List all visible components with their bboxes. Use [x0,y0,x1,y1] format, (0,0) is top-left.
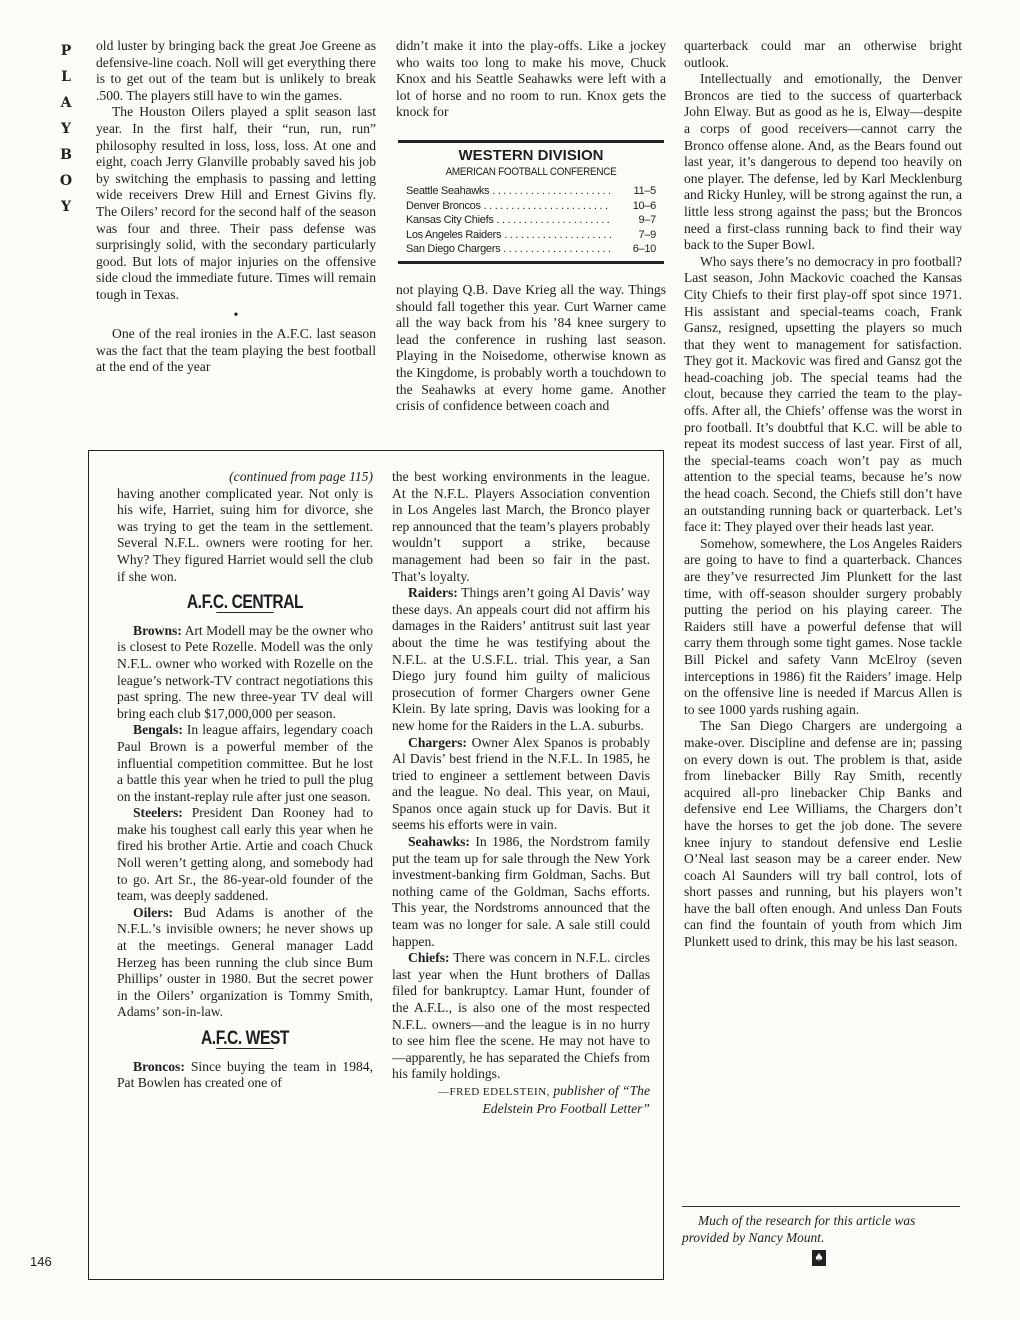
research-credit: Much of the research for this article was provided by Nancy Mount. [682,1213,916,1245]
standings-title: WESTERN DIVISION [458,147,604,164]
leader-dots [497,213,611,228]
team-paragraph [392,735,650,835]
team-name: Chiefs: [408,950,450,966]
section-heading: A.F.C. WEST [140,1031,350,1049]
article-column-1 [96,38,376,376]
team-paragraph [117,1059,373,1092]
team-name: Chargers: [408,734,467,750]
team-name: Bengals: [133,722,183,738]
standings-row [406,242,656,257]
team-paragraph [117,623,373,723]
team-name: Raiders: [408,585,458,601]
paragraph: The San Diego Chargers are undergoing a make-over. Discipline and defense are in; passing on every down is out. The problem is that, aside from linebacker Billy Ray Smith, recently acquired all-pro linebacker Chip Banks and defensive end Lee Williams, the Chargers don’t have the horses to get the job done. The severe knee injury to standout defensive end Leslie O’Neal last season may be a career ender. New coach Al Saunders will try ball control, lots of short passes and running, but his players won’t have the ball often enough. And unless Dan Fouts can find the fountain of youth from which Jim Plunkett used to drink, this may be his last season. [684,718,962,950]
team-record: 10–6 [632,199,656,212]
team-record: 9–7 [638,214,656,226]
team-name: Kansas City Chiefs [406,214,494,226]
paragraph: quarterback could mar an otherwise bright outlook. [684,38,962,70]
team-text: Owner Alex Spanos is probably Al Davis’ best friend in the N.F.L. In 1985, he tried to engineer a settlement between Davis and the league. No deal. This year, on Maui, Spanos once again stuck up for Davis. But it seems his efforts were in vain. [392,734,650,833]
team-text: Things aren’t going Al Davis’ way these days. An appeals court did not affirm his damages in the Raiders’ antitrust suit last year about the time he was testifying about the N.F.L. at the U.S.F.L. trial. This year, a San Diego jury found him guilty of malicious prosecution of former Chargers owner Gene Klein. By late spring, Davis was looking for a new home for the Raiders in the L.A. suburbs. [392,585,650,733]
byline-author: —FRED EDELSTEIN, [438,1085,550,1098]
leader-dots [492,184,611,199]
team-paragraph [117,905,373,1021]
paragraph: Somehow, somewhere, the Los Angeles Raiders are going to have to find a quarterback. Chances are they’ve resurrected Jim Plunkett for the last time, with off-season shoulder surgery probably putting the period on his playing career. The Raiders still have a powerful defense that will carry them through some tight games. Nose tackle Bill Pickel and safety Vann McElroy (seven interceptions in 1986) fit the Raiders’ image. Help on the offensive line is needed if Marcus Allen is to see 1000 yards rushing again. [684,535,962,717]
team-paragraph [392,950,650,1083]
standings-row [406,213,656,228]
team-text: the best working environments in the league. At the N.F.L. Players Association convention in Los Angeles last March, the Bronco player rep announced that the team’s players probably wouldn’t support a strike, because management had been so fair in the past. That’s loyalty. [392,469,650,584]
masthead-letter: A [60,95,72,111]
team-name: Oilers: [133,904,174,920]
rabbit-logo-icon: ♠ [812,1250,826,1266]
team-name: Browns: [133,622,182,638]
divider [682,1206,960,1207]
byline [392,1083,650,1117]
team-text: President Dan Rooney had to make his toughest call early this year when he fired his brother Artie. Artie and coach Chuck Noll weren’t getting along, and somebody had to go. Art Sr., the 86-year-old founder of the team, was deeply saddened. [117,805,373,904]
section-heading: A.F.C. CENTRAL [140,595,350,613]
team-name: Seattle Seahawks [406,185,490,197]
magazine-masthead [58,38,74,220]
team-paragraph [392,585,650,734]
team-text: Art Modell may be the owner who is closest to Pete Rozelle. Modell was the only N.F.L. owner who worked with Rozelle on the league’s network-TV contract negotiations this past spring. The new three-year TV deal will bring each club $17,000,000 per season. [117,622,373,721]
team-name: Los Angeles Raiders [406,228,502,241]
section-bullet: • [233,307,239,323]
team-text: Since buying the team in 1984, Pat Bowlen has created one of [117,1058,373,1091]
masthead-letter: B [60,147,72,163]
team-name: San Diego Chargers [406,243,501,255]
masthead-letter: O [59,173,73,189]
masthead-letter: L [61,69,71,85]
team-name: Seahawks: [408,834,470,850]
continued-note: (continued from page 115) [229,469,373,484]
article-column-2 [396,38,666,121]
standings-table [398,140,664,264]
masthead-letter: Y [61,121,71,137]
leader-dots [503,242,611,257]
team-record: 6–10 [632,243,656,255]
team-paragraph [117,722,373,805]
team-paragraph [392,469,650,585]
article-column-3 [684,38,962,951]
paragraph: One of the real ironies in the A.F.C. last season was the fact that the team playing the best football at the end of the year [96,326,376,375]
standings-row [406,184,656,199]
team-text: There was concern in N.F.L. circles last year when the Hunt brothers of Dallas filed for bankruptcy. Lamar Hunt, founder of the A.F.L., is also one of the most respected N.F.L. owners—and the league is in no hurry to see him flee the scene. He may not have to—apparently, he has separated the Chiefs from his family holdings. [392,950,650,1082]
team-text: In 1986, the Nordstrom family put the team up for sale through the New York investment-banking firm Goldman, Sachs. But nothing came of the Goldman, Sachs efforts. This year, the Nordstroms announced that the team was no longer for sale. A sale still could happen. [392,834,650,949]
paragraph: The Houston Oilers played a split season last year. In the first half, their “run, run, run” philosophy resulted in loss, loss, loss. At one and eight, coach Jerry Glanville probably saved his job by switching the emphasis to passing and letting wide receivers Drew Hill and Ernest Givins fly. The Oilers’ record for the second half of the season was four and three. Their pass defense was surprisingly solid, with the secondary particularly good. But lots of major injuries on the offensive side cloud the immediate future. Times will remain tough in Texas. [96,104,376,302]
masthead-letter: P [60,43,72,59]
byline-publication: publisher of “The Edelstein Pro Football Letter” [482,1082,650,1116]
paragraph: not playing Q.B. Dave Krieg all the way. Things should fall together this year. Curt Warner came all the way back from his ’84 knee surgery to lead the conference in rushing last season. Playing in the Noisedome, otherwise known as the Kingdome, is probably worth a touchdown to the Seahawks at every home game. Another crisis of confidence between coach and [396,282,666,414]
leader-dots [484,199,611,214]
team-text: In league affairs, legendary coach Paul Brown is a powerful member of the influential competition committee. But he lost a battle this year when he tried to pull the plug on the instant-replay rule after just one season. [117,722,373,804]
standings-subtitle: AMERICAN FOOTBALL CONFERENCE [445,166,617,178]
leader-dots [504,228,611,243]
team-record: 11–5 [633,185,656,197]
article-column-2-continued [396,282,666,415]
paragraph: having another complicated year. Not only is his wife, Harriet, suing him for divorce, she was trying to get the team in the settlement. Several N.F.L. owners were rooting for her. Why? They figured Harriet would sell the club if she won. [117,485,373,584]
paragraph: Intellectually and emotionally, the Denver Broncos are tied to the success of quarterback John Elway. But as good as he is, Elway—despite a corps of good receivers—cannot carry the Bronco offense alone. And, as the Bears found out last year, it’s dangerous to depend too heavily on one player. The defense, led by Karl Mecklenburg and Ricky Hunley, will be strong against the run, a little less strong against the pass; but the Broncos need a first-class running back to find their way back to the Super Bowl. [684,71,962,253]
team-paragraph [392,834,650,950]
team-name: Broncos: [133,1058,185,1074]
standings-row [406,228,656,243]
team-record: 7–9 [638,228,656,241]
team-text: Bud Adams is another of the N.F.L.’s invisible owners; he never shows up at the meetings. General manager Ladd Herzeg has been running the club since Bum Phillips’ ouster in 1980. But the secret power in the Oilers’ organization is Tommy Smith, Adams’ son-in-law. [117,904,373,1020]
standings-row [406,199,656,214]
sidebar-box [88,450,664,1280]
team-paragraph [117,805,373,905]
team-name: Steelers: [133,805,183,821]
paragraph: old luster by bringing back the great Joe Greene as defensive-line coach. Noll will get everything there is to get out of the team but is unlikely to break .500. The players still have to win the games. [96,38,376,103]
page-number: 146 [30,1254,52,1269]
sidebar-left-column [117,469,373,1092]
masthead-letter: Y [61,199,71,215]
paragraph: Who says there’s no democracy in pro football? Last season, John Mackovic coached the Kansas City Chiefs to their first play-off spot since 1971. His assistant and special-teams coach, Frank Gansz, resigned, upsetting the players so much that they went to management for satisfaction. They got it. Mackovic was fired and Gansz got the head-coaching job. The special teams had the clout, because they carried the team to the play-offs. After all, the Chiefs’ offense was the worst in pro football. It’s doubtful that K.C. will be able to repeat its modest success of last year. First of all, the special-teams coach won’t pay as much attention to the special teams, because he’s now the head coach. Second, the Chiefs still don’t have an outstanding running back or quarterback. Let’s face it: They played over their heads last year. [684,253,962,535]
paragraph: didn’t make it into the play-offs. Like a jockey who waits too long to make his move, Chuck Knox and his Seattle Seahawks were left with a lot of horse and no room to run. Knox gets the knock for [396,38,666,120]
sidebar-right-column [392,469,650,1117]
team-name: Denver Broncos [406,199,481,212]
